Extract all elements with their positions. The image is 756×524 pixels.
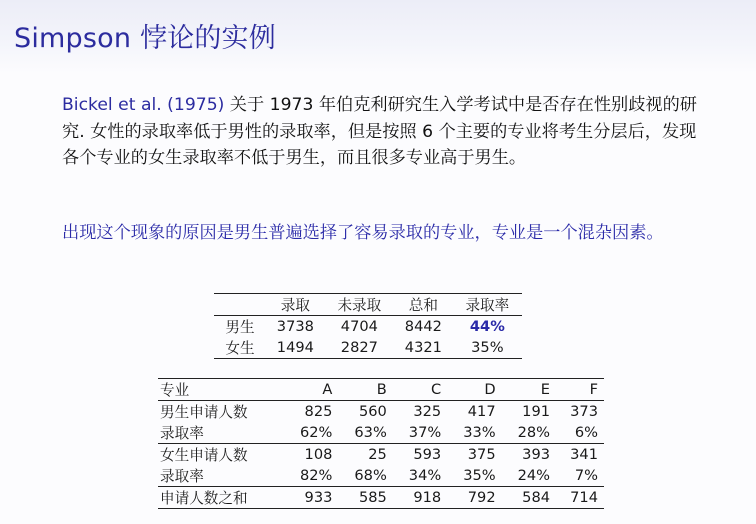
table-cell: 933 xyxy=(304,489,333,506)
table-cell: 7% xyxy=(574,467,598,484)
header-cell: C xyxy=(431,381,442,398)
table-cell: 585 xyxy=(358,489,387,506)
table-cell: 62% xyxy=(299,424,333,441)
table-cell: 3738 xyxy=(276,318,314,335)
table-cell: 25 xyxy=(368,446,387,463)
header-cell: 总和 xyxy=(408,297,438,314)
table-cell: 34% xyxy=(408,467,442,484)
citation: Bickel et al. (1975) xyxy=(62,95,225,115)
table-cell: 6% xyxy=(574,424,598,441)
table-cell: 4321 xyxy=(404,339,442,356)
header-cell: E xyxy=(540,381,551,398)
table-cell: 4704 xyxy=(340,318,378,335)
header-cell: F xyxy=(589,381,598,398)
row-label: 男生 xyxy=(225,319,255,336)
table-cell: 2827 xyxy=(340,339,378,356)
slide-title: Simpson 悖论的实例 xyxy=(14,23,276,54)
header-cell: 专业 xyxy=(160,382,190,399)
table-cell: 35% xyxy=(463,467,496,484)
table-cell: 560 xyxy=(358,403,387,420)
header-cell: A xyxy=(322,381,333,398)
row-label: 男生申请人数 xyxy=(160,404,248,421)
table-cell: 1494 xyxy=(276,339,314,356)
table-row xyxy=(158,444,604,466)
highlighted-cell: 44% xyxy=(469,318,505,335)
table-cell: 393 xyxy=(522,446,551,463)
table-cell: 341 xyxy=(570,446,598,463)
table-cell: 68% xyxy=(354,467,387,484)
table-cell: 325 xyxy=(413,403,442,420)
table-cell: 584 xyxy=(522,489,551,506)
table-cell: 191 xyxy=(522,403,551,420)
row-label: 录取率 xyxy=(160,425,204,442)
table-cell: 714 xyxy=(570,489,598,506)
table-cell: 825 xyxy=(304,403,333,420)
table-cell: 918 xyxy=(413,489,442,506)
table-cell: 33% xyxy=(463,424,496,441)
table-cell: 108 xyxy=(304,446,333,463)
row-label: 录取率 xyxy=(160,468,204,485)
table-cell: 24% xyxy=(517,467,551,484)
table-cell: 35% xyxy=(471,339,504,356)
department-table xyxy=(158,378,604,509)
paragraph-confounder: 出现这个现象的原因是男生普遍选择了容易录取的专业，专业是一个混杂因素。 xyxy=(62,223,664,243)
row-label: 申请人数之和 xyxy=(160,490,248,507)
header-cell: 录取 xyxy=(280,297,310,314)
table-row xyxy=(158,465,604,487)
table-cell: 28% xyxy=(517,424,551,441)
table-cell: 417 xyxy=(467,403,496,420)
paragraph-body: 关于 1973 年伯克利研究生入学考试中是否存在性别歧视的研究. 女性的录取率低于男性的录取率，但是按照 6 个主要的专业将考生分层后，发现各个专业的女生录取率不低于男生，而且很多专业高于男生。 xyxy=(62,95,697,168)
row-label: 女生申请人数 xyxy=(160,447,248,464)
table-cell: 792 xyxy=(467,489,496,506)
table-cell: 8442 xyxy=(404,318,442,335)
table-cell: 82% xyxy=(299,467,333,484)
table-cell: 63% xyxy=(354,424,387,441)
table-row xyxy=(158,422,604,444)
table-row xyxy=(214,316,522,338)
table-row xyxy=(158,487,604,509)
admission-table xyxy=(214,293,522,359)
header-cell: D xyxy=(484,381,496,398)
header-cell: 未录取 xyxy=(337,297,382,314)
table-cell: 593 xyxy=(413,446,442,463)
paragraph-bickel-study xyxy=(62,92,712,172)
header-cell: B xyxy=(376,381,387,398)
table-cell: 37% xyxy=(408,424,442,441)
header-cell xyxy=(214,294,266,316)
table-cell: 375 xyxy=(467,446,496,463)
table-cell: 373 xyxy=(570,403,598,420)
header-cell: 录取率 xyxy=(465,297,510,314)
table-header-row xyxy=(214,294,522,316)
table-header-row xyxy=(158,379,604,401)
table-row xyxy=(214,337,522,359)
table-row xyxy=(158,401,604,423)
row-label: 女生 xyxy=(225,340,255,357)
